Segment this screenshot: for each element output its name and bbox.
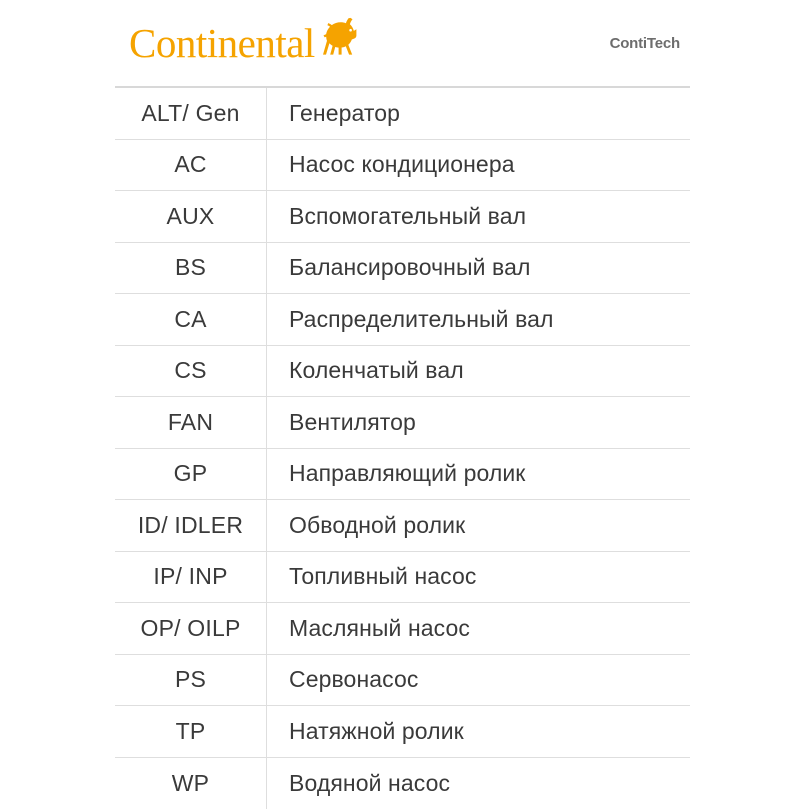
table-row [115, 500, 690, 552]
document-header [115, 0, 690, 88]
description-cell: Топливный насос [267, 552, 690, 603]
table-row [115, 294, 690, 346]
table-row [115, 603, 690, 655]
code-cell: AC [115, 140, 267, 191]
right-margin [690, 0, 805, 805]
code-cell: OP/ OILP [115, 603, 267, 654]
sub-brand-label: ContiTech [610, 35, 690, 52]
description-cell: Сервонасос [267, 655, 690, 706]
table-row [115, 140, 690, 192]
left-margin [0, 0, 115, 805]
abbreviation-table [115, 88, 690, 809]
description-cell: Распределительный вал [267, 294, 690, 345]
code-cell: ID/ IDLER [115, 500, 267, 551]
table-row [115, 706, 690, 758]
table-row [115, 191, 690, 243]
code-cell: GP [115, 449, 267, 500]
description-cell: Насос кондиционера [267, 140, 690, 191]
table-row [115, 88, 690, 140]
table-row [115, 758, 690, 809]
description-cell: Натяжной ролик [267, 706, 690, 757]
description-cell: Направляющий ролик [267, 449, 690, 500]
code-cell: PS [115, 655, 267, 706]
description-cell: Водяной насос [267, 758, 690, 809]
description-cell: Вентилятор [267, 397, 690, 448]
brand-wordmark: Continental [129, 23, 315, 64]
code-cell: CS [115, 346, 267, 397]
brand-lockup [115, 19, 359, 67]
description-cell: Обводной ролик [267, 500, 690, 551]
horse-logo-icon [319, 16, 359, 64]
code-cell: FAN [115, 397, 267, 448]
code-cell: ALT/ Gen [115, 88, 267, 139]
description-cell: Коленчатый вал [267, 346, 690, 397]
description-cell: Балансировочный вал [267, 243, 690, 294]
description-cell: Генератор [267, 88, 690, 139]
code-cell: BS [115, 243, 267, 294]
table-row [115, 243, 690, 295]
description-cell: Вспомогательный вал [267, 191, 690, 242]
code-cell: TP [115, 706, 267, 757]
table-row [115, 552, 690, 604]
table-row [115, 449, 690, 501]
table-row [115, 397, 690, 449]
code-cell: AUX [115, 191, 267, 242]
description-cell: Масляный насос [267, 603, 690, 654]
table-row [115, 346, 690, 398]
code-cell: IP/ INP [115, 552, 267, 603]
code-cell: WP [115, 758, 267, 809]
code-cell: CA [115, 294, 267, 345]
table-row [115, 655, 690, 707]
